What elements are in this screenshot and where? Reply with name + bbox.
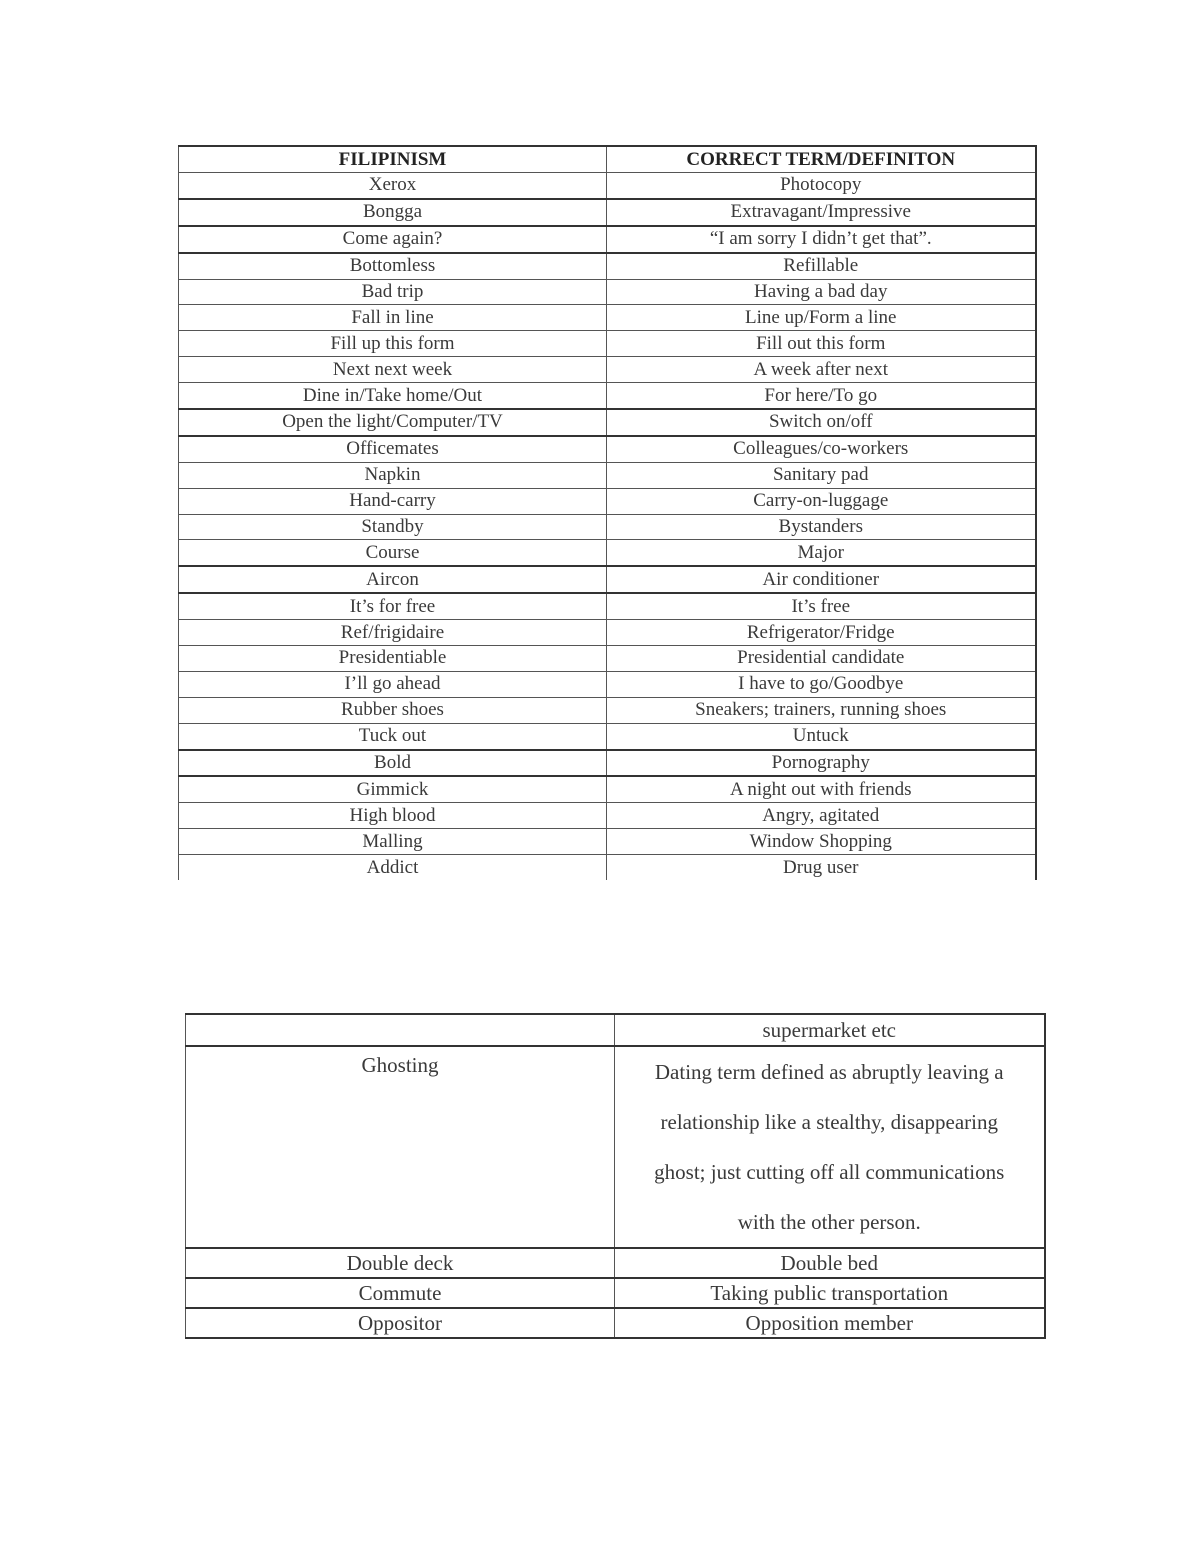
table-cell-definition: Carry-on-luggage [607,488,1036,514]
table-cell-definition: Photocopy [607,173,1036,199]
table-row [186,1248,1045,1278]
table-cell-term: I’ll go ahead [179,671,607,697]
table-cell-definition: Drug user [607,855,1036,880]
table-cell-term: High blood [179,803,607,829]
table-row [179,173,1036,199]
table-cell-definition: Angry, agitated [607,803,1036,829]
table-cell-term: Rubber shoes [179,697,607,723]
table-cell-term: Fill up this form [179,331,607,357]
table-row-ghosting [186,1046,1045,1248]
table-cell-term: Bottomless [179,253,607,279]
table-row [179,855,1036,880]
table-row [179,540,1036,566]
table-cell-definition: Major [607,540,1036,566]
table-row [186,1308,1045,1338]
table-row [179,436,1036,462]
table-cell-definition: Fill out this form [607,331,1036,357]
table-cell-term: Ghosting [186,1046,615,1248]
table-cell-term: Bad trip [179,279,607,305]
table-cell-definition: Refrigerator/Fridge [607,620,1036,646]
table-row [186,1278,1045,1308]
table-cell-definition: Sanitary pad [607,462,1036,488]
table-row [179,409,1036,436]
table-cell-definition: supermarket etc [615,1014,1045,1046]
definition-line: ghost; just cutting off all communications [654,1160,1005,1184]
table-cell-term: Officemates [179,436,607,462]
table-row [179,776,1036,802]
table-cell-definition: Extravagant/Impressive [607,199,1036,226]
column-header-correct-term: CORRECT TERM/DEFINITON [607,146,1036,173]
table-cell-term: Course [179,540,607,566]
table-cell-definition [615,1046,1045,1248]
table-row [179,305,1036,331]
table-header-row [179,146,1036,173]
table-cell-term: Dine in/Take home/Out [179,383,607,409]
table-cell-definition: It’s free [607,593,1036,619]
table-row [179,803,1036,829]
table-cell-term: Presidentiable [179,646,607,672]
table-cell-definition: Opposition member [615,1308,1045,1338]
table-cell-definition: For here/To go [607,383,1036,409]
table-cell-term: It’s for free [179,593,607,619]
table-row [179,226,1036,253]
table-cell-term: Standby [179,514,607,540]
definition-line: Dating term defined as abruptly leaving a [654,1060,1004,1084]
table-cell-definition: Refillable [607,253,1036,279]
table-cell-term: Double deck [186,1248,615,1278]
table-cell-term: Hand-carry [179,488,607,514]
table-cell-definition: Sneakers; trainers, running shoes [607,697,1036,723]
table-row [179,357,1036,383]
table-row [179,331,1036,357]
table-row [179,829,1036,855]
table-row [179,199,1036,226]
table-row [179,750,1036,777]
table-cell-definition: Switch on/off [607,409,1036,436]
column-header-filipinism: FILIPINISM [179,146,607,173]
table-row [179,620,1036,646]
table-row [179,253,1036,279]
table-cell-term: Bold [179,750,607,777]
table-cell-term: Gimmick [179,776,607,802]
table-cell-term: Addict [179,855,607,880]
table-cell-term: Tuck out [179,723,607,749]
table-cell-definition: A week after next [607,357,1036,383]
table-cell-term: Commute [186,1278,615,1308]
table-row [179,279,1036,305]
table-cell-definition: Untuck [607,723,1036,749]
table-cell-term: Bongga [179,199,607,226]
table-cell-definition: Having a bad day [607,279,1036,305]
filipinism-table-continued [185,1013,1046,1339]
table-row [186,1014,1045,1046]
filipinism-table-body [179,173,1036,881]
table-row [179,646,1036,672]
table-row [179,462,1036,488]
table-cell-term: Xerox [179,173,607,199]
table-row [179,566,1036,593]
table-cell-definition: Pornography [607,750,1036,777]
table-cell-term: Ref/frigidaire [179,620,607,646]
table-row [179,671,1036,697]
table-cell-definition: A night out with friends [607,776,1036,802]
table-cell-term: Aircon [179,566,607,593]
table-row [179,697,1036,723]
table-row [179,488,1036,514]
table-cell-term [186,1014,615,1046]
definition-line: relationship like a stealthy, disappearing [660,1110,998,1134]
table-cell-term: Next next week [179,357,607,383]
table-cell-term: Open the light/Computer/TV [179,409,607,436]
table-cell-definition: Double bed [615,1248,1045,1278]
table-cell-definition: I have to go/Goodbye [607,671,1036,697]
table-cell-definition: Window Shopping [607,829,1036,855]
table-cell-definition: Colleagues/co-workers [607,436,1036,462]
table-row [179,723,1036,749]
filipinism-table [178,145,1037,880]
table-row [179,593,1036,619]
table-cell-term: Malling [179,829,607,855]
table-cell-definition: Line up/Form a line [607,305,1036,331]
table-cell-term: Oppositor [186,1308,615,1338]
table-cell-definition: Air conditioner [607,566,1036,593]
definition-line: with the other person. [737,1210,921,1234]
table-cell-definition: Bystanders [607,514,1036,540]
table-cell-definition: “I am sorry I didn’t get that”. [607,226,1036,253]
table-cell-term: Napkin [179,462,607,488]
table-row [179,514,1036,540]
table-cell-term: Come again? [179,226,607,253]
table-cell-definition: Taking public transportation [615,1278,1045,1308]
table-row [179,383,1036,409]
table-cell-definition: Presidential candidate [607,646,1036,672]
table-cell-term: Fall in line [179,305,607,331]
